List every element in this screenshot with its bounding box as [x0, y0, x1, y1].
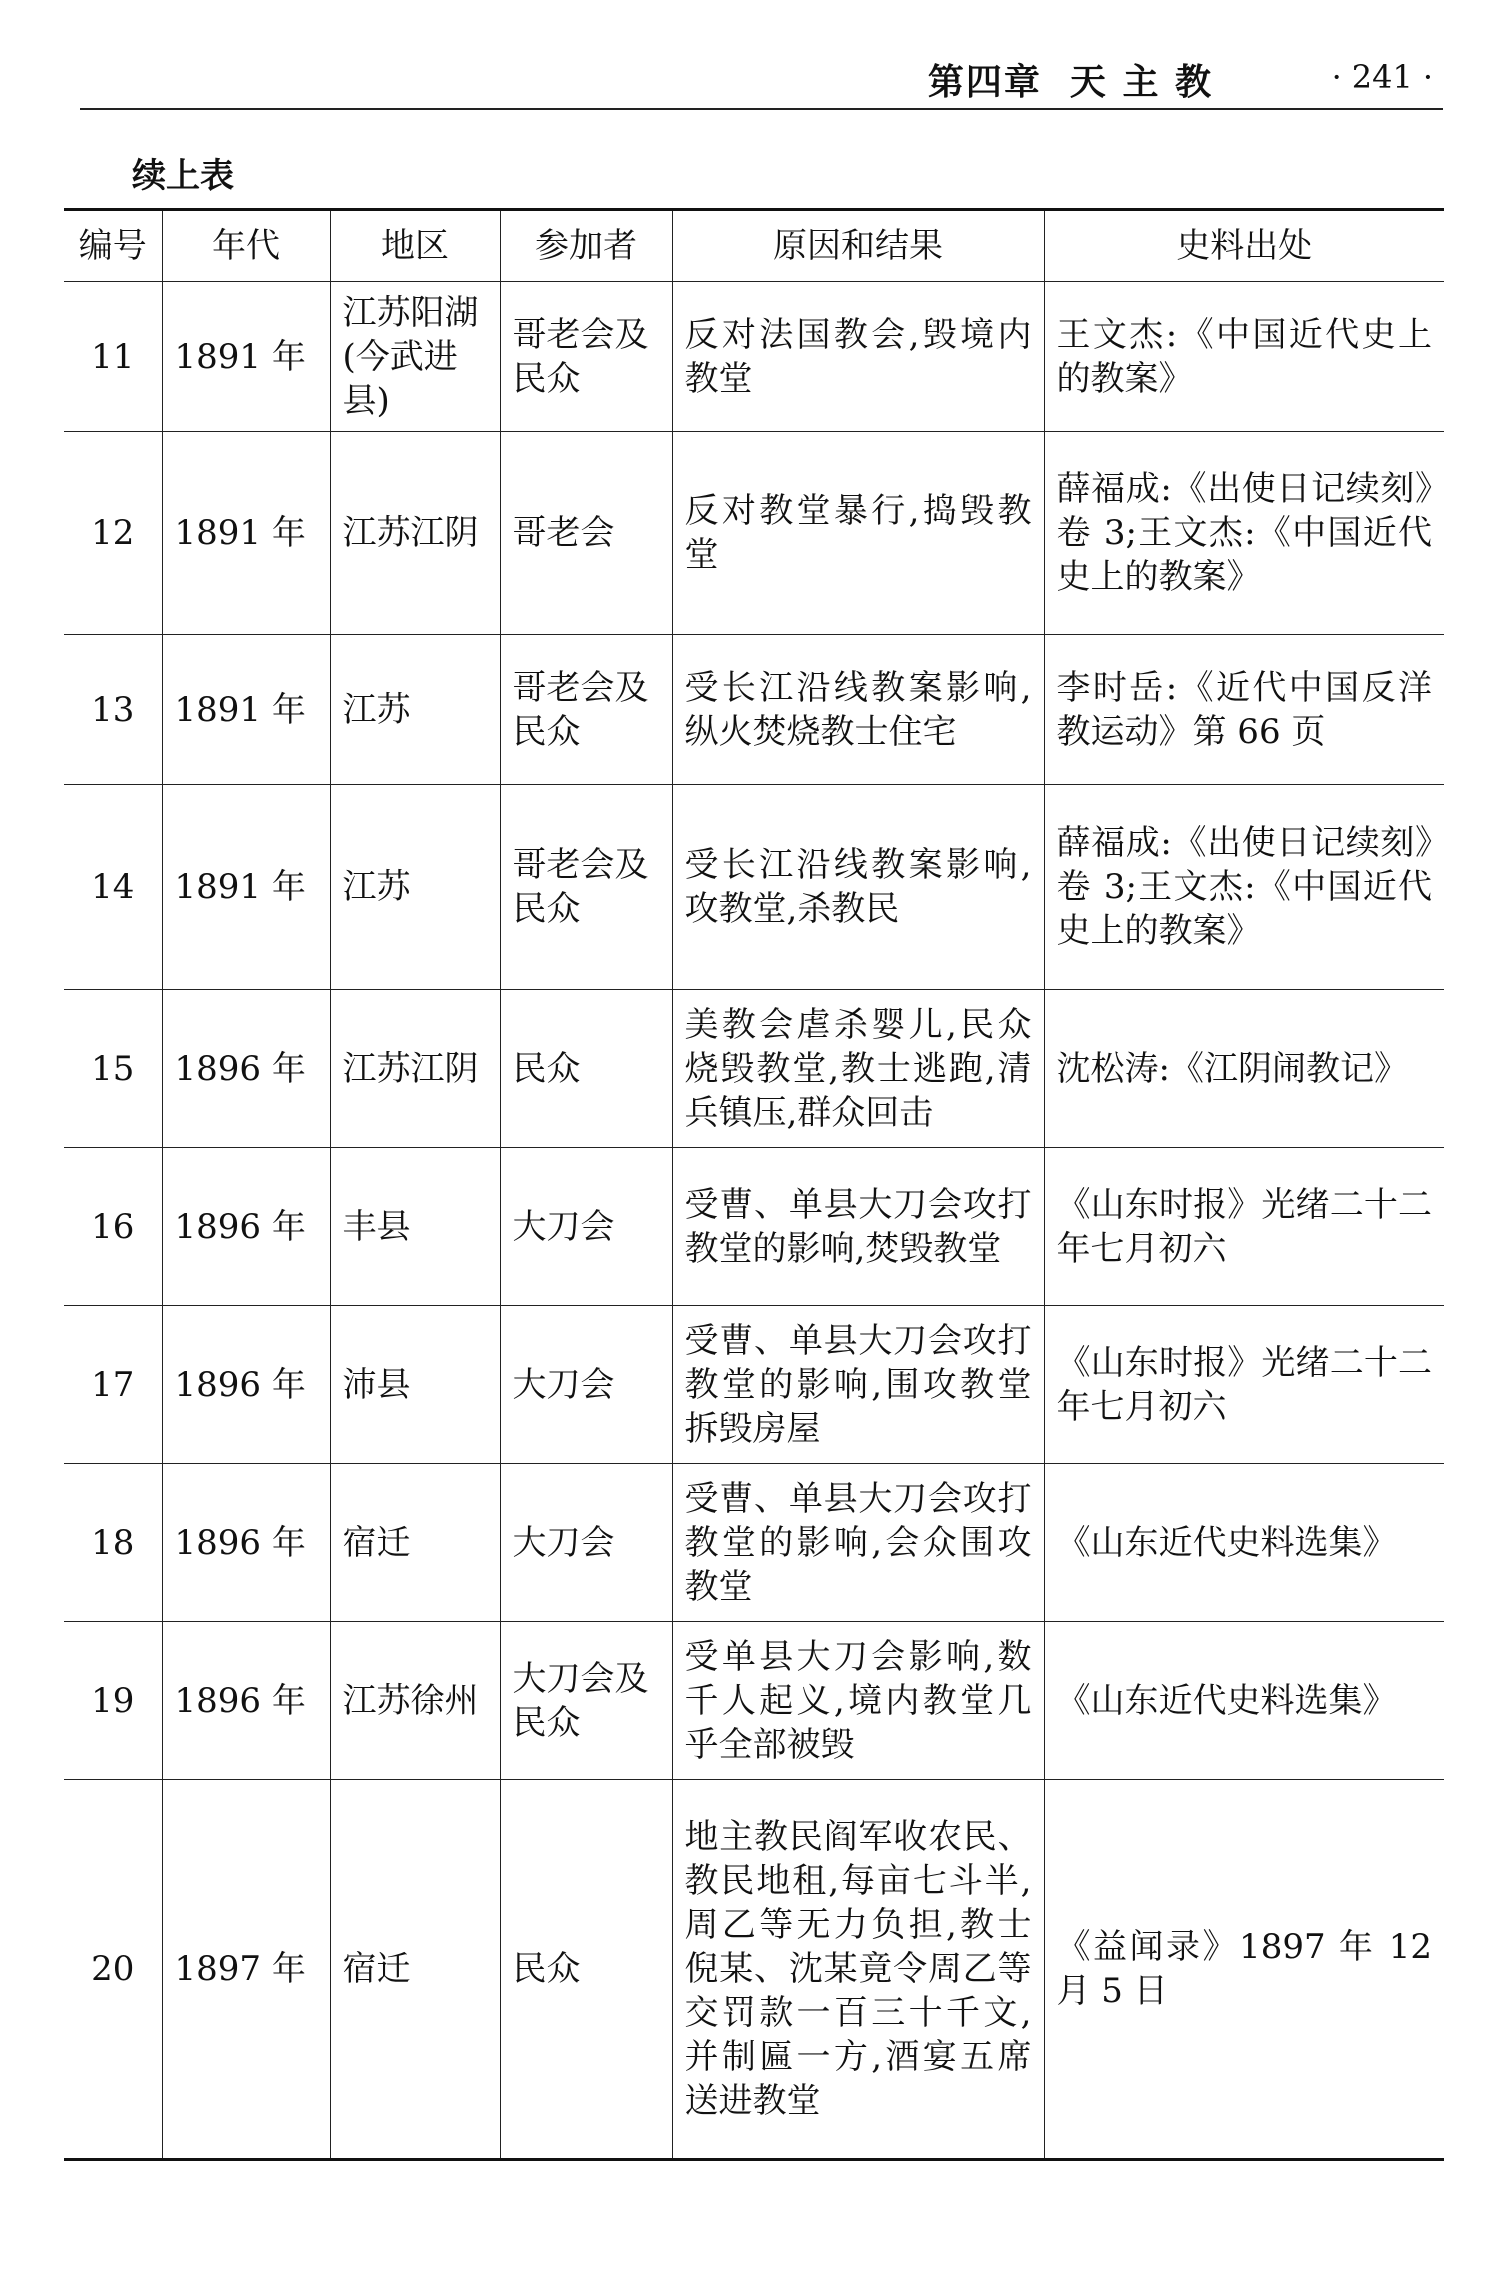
table-header-row — [64, 210, 1444, 282]
column-header-cause: 原因和结果 — [672, 210, 1044, 282]
table-row — [64, 635, 1444, 785]
column-header-number: 编号 — [64, 210, 162, 282]
cell-cause: 受长江沿线教案影响,攻教堂,杀教民 — [672, 785, 1044, 990]
cell-cause: 美教会虐杀婴儿,民众烧毁教堂,教士逃跑,清兵镇压,群众回击 — [672, 990, 1044, 1148]
cell-place: 丰县 — [330, 1148, 500, 1306]
chapter-heading — [928, 54, 1213, 105]
cell-participants: 民众 — [500, 1780, 672, 2160]
cell-year: 1891 年 — [162, 635, 330, 785]
continued-table-label: 续上表 — [132, 156, 234, 196]
cell-cause: 受长江沿线教案影响,纵火焚烧教士住宅 — [672, 635, 1044, 785]
cell-cause: 受曹、单县大刀会攻打教堂的影响,会众围攻教堂 — [672, 1464, 1044, 1622]
cell-participants: 哥老会及民众 — [500, 635, 672, 785]
table-row — [64, 1148, 1444, 1306]
cell-number: 17 — [64, 1306, 162, 1464]
cell-place: 宿迁 — [330, 1780, 500, 2160]
column-header-participants: 参加者 — [500, 210, 672, 282]
column-header-year: 年代 — [162, 210, 330, 282]
table-row — [64, 1780, 1444, 2160]
cell-source: 《山东近代史料选集》 — [1044, 1464, 1444, 1622]
cell-source: 薛福成:《出使日记续刻》卷 3;王文杰:《中国近代史上的教案》 — [1044, 785, 1444, 990]
cell-year: 1896 年 — [162, 1622, 330, 1780]
cell-source: 薛福成:《出使日记续刻》卷 3;王文杰:《中国近代史上的教案》 — [1044, 432, 1444, 635]
cell-source: 王文杰:《中国近代史上的教案》 — [1044, 282, 1444, 432]
cell-participants: 大刀会 — [500, 1464, 672, 1622]
chapter-title: 天 主 教 — [1069, 62, 1213, 103]
cell-source: 《益闻录》1897 年 12 月 5 日 — [1044, 1780, 1444, 2160]
cell-number: 20 — [64, 1780, 162, 2160]
cell-participants: 民众 — [500, 990, 672, 1148]
cell-place: 江苏江阴 — [330, 990, 500, 1148]
table-row — [64, 432, 1444, 635]
cell-number: 12 — [64, 432, 162, 635]
cell-year: 1891 年 — [162, 785, 330, 990]
cell-number: 15 — [64, 990, 162, 1148]
cell-cause: 受曹、单县大刀会攻打教堂的影响,围攻教堂拆毁房屋 — [672, 1306, 1044, 1464]
table-row — [64, 990, 1444, 1148]
cell-place: 江苏江阴 — [330, 432, 500, 635]
cell-place: 沛县 — [330, 1306, 500, 1464]
cell-source: 沈松涛:《江阴闹教记》 — [1044, 990, 1444, 1148]
table-row — [64, 1306, 1444, 1464]
cell-participants: 大刀会及民众 — [500, 1622, 672, 1780]
church-incident-table — [64, 208, 1444, 2161]
cell-source: 《山东时报》光绪二十二年七月初六 — [1044, 1148, 1444, 1306]
cell-place: 江苏 — [330, 635, 500, 785]
cell-place: 江苏 — [330, 785, 500, 990]
cell-number: 13 — [64, 635, 162, 785]
cell-year: 1897 年 — [162, 1780, 330, 2160]
cell-place: 江苏徐州 — [330, 1622, 500, 1780]
cell-participants: 哥老会及民众 — [500, 282, 672, 432]
cell-number: 14 — [64, 785, 162, 990]
cell-year: 1891 年 — [162, 432, 330, 635]
table-row — [64, 1464, 1444, 1622]
cell-cause: 受单县大刀会影响,数千人起义,境内教堂几乎全部被毁 — [672, 1622, 1044, 1780]
cell-number: 16 — [64, 1148, 162, 1306]
cell-participants: 大刀会 — [500, 1306, 672, 1464]
column-header-place: 地区 — [330, 210, 500, 282]
table-row — [64, 1622, 1444, 1780]
cell-year: 1896 年 — [162, 1306, 330, 1464]
cell-number: 18 — [64, 1464, 162, 1622]
cell-year: 1891 年 — [162, 282, 330, 432]
cell-number: 19 — [64, 1622, 162, 1780]
column-header-source: 史料出处 — [1044, 210, 1444, 282]
cell-year: 1896 年 — [162, 1148, 330, 1306]
cell-year: 1896 年 — [162, 1464, 330, 1622]
cell-participants: 哥老会及民众 — [500, 785, 672, 990]
cell-source: 《山东时报》光绪二十二年七月初六 — [1044, 1306, 1444, 1464]
chapter-number: 第四章 — [927, 62, 1042, 103]
cell-participants: 哥老会 — [500, 432, 672, 635]
cell-place: 江苏阳湖(今武进县) — [330, 282, 500, 432]
page-number-value: 241 — [1351, 58, 1413, 96]
cell-cause: 反对法国教会,毁境内教堂 — [672, 282, 1044, 432]
cell-number: 11 — [64, 282, 162, 432]
cell-cause: 地主教民阎军收农民、教民地租,每亩七斗半,周乙等无力负担,教士倪某、沈某竟令周乙等交罚款一百三十千文,并制匾一方,酒宴五席送进教堂 — [672, 1780, 1044, 2160]
cell-participants: 大刀会 — [500, 1148, 672, 1306]
cell-place: 宿迁 — [330, 1464, 500, 1622]
cell-source: 《山东近代史料选集》 — [1044, 1622, 1444, 1780]
cell-cause: 反对教堂暴行,捣毁教堂 — [672, 432, 1044, 635]
running-header — [80, 48, 1443, 110]
page-number: · 241 · — [1331, 58, 1433, 96]
cell-source: 李时岳:《近代中国反洋教运动》第 66 页 — [1044, 635, 1444, 785]
table-row — [64, 282, 1444, 432]
cell-cause: 受曹、单县大刀会攻打教堂的影响,焚毁教堂 — [672, 1148, 1044, 1306]
table-row — [64, 785, 1444, 990]
cell-year: 1896 年 — [162, 990, 330, 1148]
